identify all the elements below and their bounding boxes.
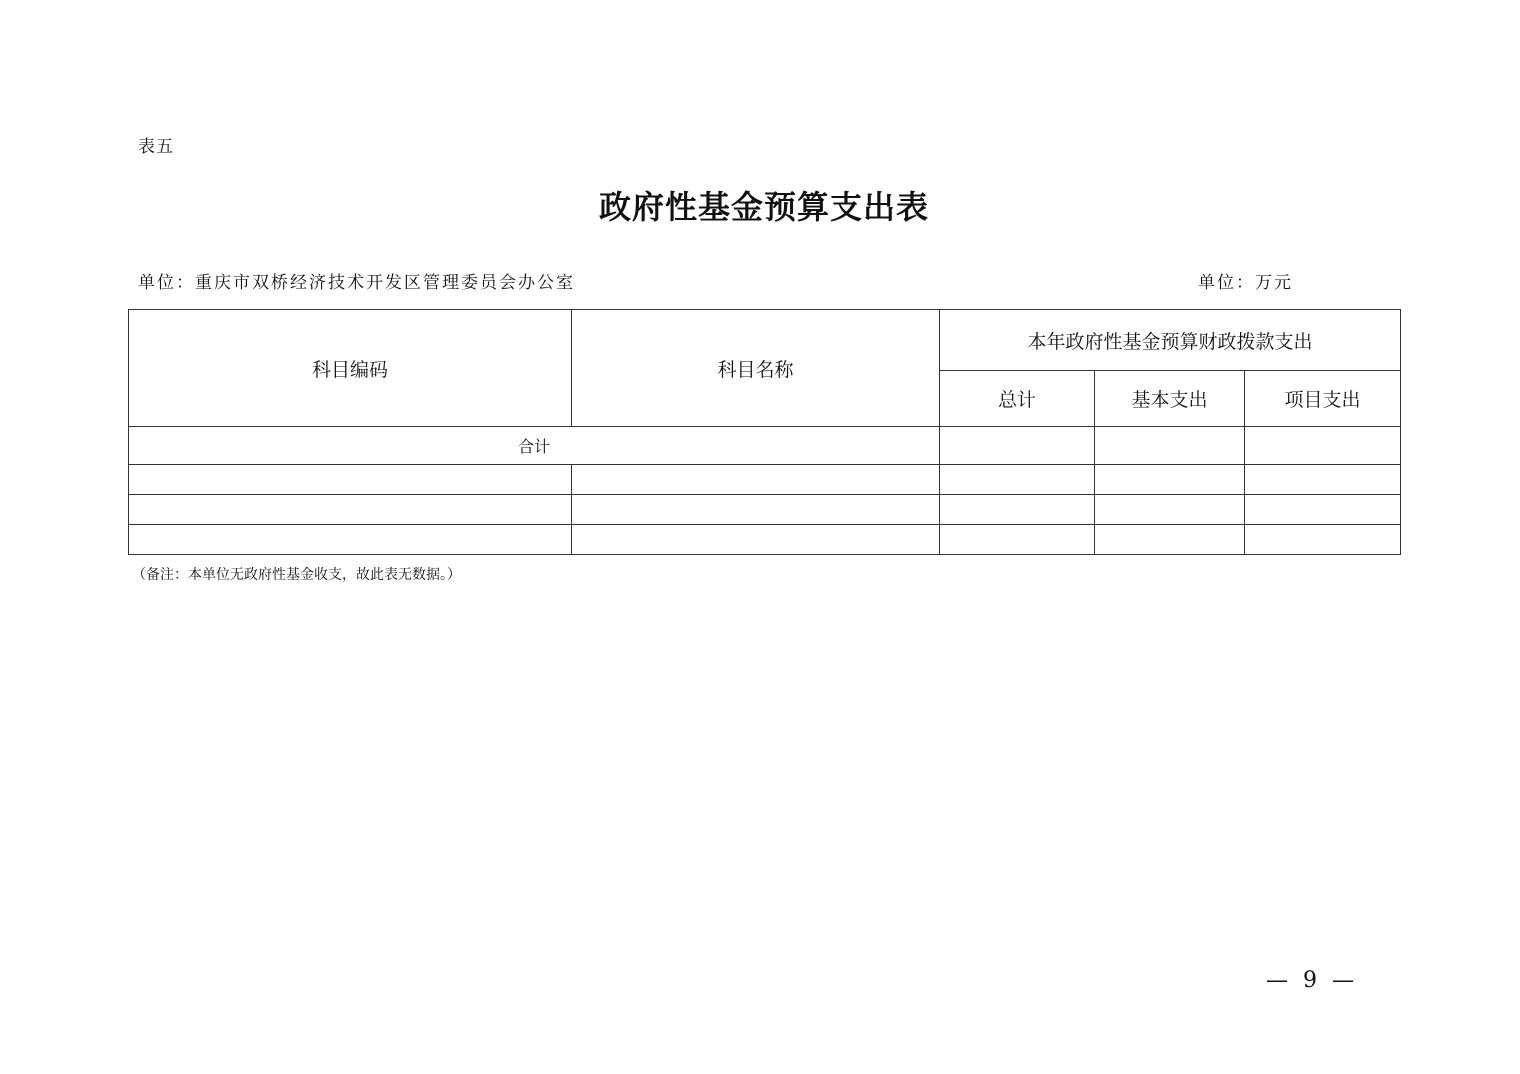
name-cell bbox=[572, 465, 940, 495]
page-number: — 9 — bbox=[1266, 968, 1358, 993]
total-cell bbox=[940, 495, 1095, 525]
code-cell bbox=[129, 465, 572, 495]
total-cell bbox=[940, 427, 1095, 465]
table-note: （备注：本单位无政府性基金收支，故此表无数据。） bbox=[132, 567, 461, 583]
header-total: 总计 bbox=[940, 371, 1095, 427]
basic-cell bbox=[1095, 495, 1245, 525]
table-number-label: 表五 bbox=[138, 137, 174, 157]
table-row bbox=[129, 465, 1401, 495]
header-project: 项目支出 bbox=[1245, 371, 1401, 427]
total-row bbox=[129, 427, 1401, 465]
document-title: 政府性基金预算支出表 bbox=[598, 188, 929, 226]
name-cell bbox=[572, 495, 940, 525]
total-label: 合计 bbox=[129, 427, 940, 465]
name-cell bbox=[572, 525, 940, 555]
basic-cell bbox=[1095, 525, 1245, 555]
header-group: 本年政府性基金预算财政拨款支出 bbox=[940, 310, 1401, 371]
project-cell bbox=[1245, 427, 1401, 465]
table-row bbox=[129, 495, 1401, 525]
total-cell bbox=[940, 525, 1095, 555]
basic-cell bbox=[1095, 465, 1245, 495]
header-name: 科目名称 bbox=[572, 310, 940, 427]
project-cell bbox=[1245, 525, 1401, 555]
project-cell bbox=[1245, 465, 1401, 495]
header-basic: 基本支出 bbox=[1095, 371, 1245, 427]
project-cell bbox=[1245, 495, 1401, 525]
unit-currency: 单位：万元 bbox=[1198, 273, 1293, 293]
total-cell bbox=[940, 465, 1095, 495]
code-cell bbox=[129, 525, 572, 555]
unit-organization: 单位：重庆市双桥经济技术开发区管理委员会办公室 bbox=[138, 273, 575, 293]
header-code: 科目编码 bbox=[129, 310, 572, 427]
table-row bbox=[129, 525, 1401, 555]
basic-cell bbox=[1095, 427, 1245, 465]
code-cell bbox=[129, 495, 572, 525]
budget-table bbox=[128, 309, 1401, 555]
header-row-1 bbox=[129, 310, 1401, 371]
